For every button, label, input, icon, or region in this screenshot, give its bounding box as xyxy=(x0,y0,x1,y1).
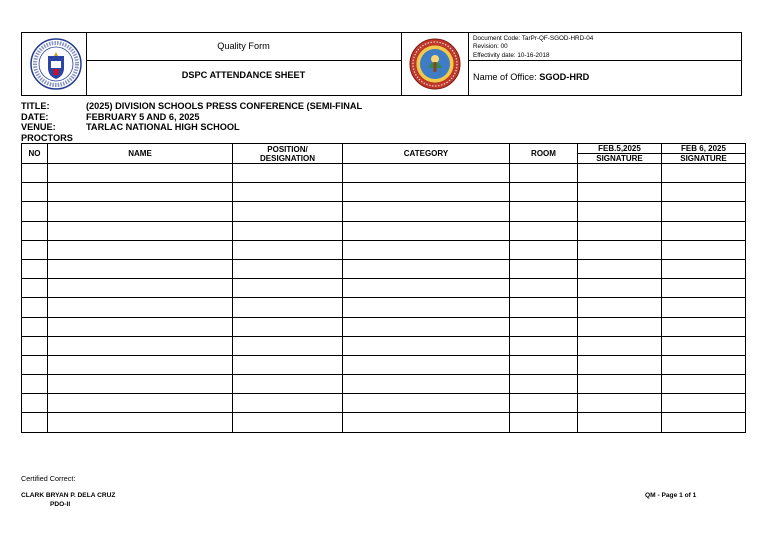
table-header-row xyxy=(22,144,746,164)
table-cell[interactable] xyxy=(662,355,746,374)
table-cell[interactable] xyxy=(48,375,233,394)
table-cell[interactable] xyxy=(343,183,510,202)
table-row xyxy=(22,355,746,374)
col-header-day2 xyxy=(662,144,746,164)
table-cell[interactable] xyxy=(510,394,578,413)
table-cell[interactable] xyxy=(662,317,746,336)
table-row xyxy=(22,375,746,394)
table-cell[interactable] xyxy=(578,164,662,183)
table-row xyxy=(22,298,746,317)
table-cell[interactable] xyxy=(22,279,48,298)
table-cell[interactable] xyxy=(48,279,233,298)
table-cell[interactable] xyxy=(662,183,746,202)
table-cell[interactable] xyxy=(233,355,343,374)
day2-date: FEB 6, 2025 xyxy=(662,144,745,154)
table-cell[interactable] xyxy=(662,279,746,298)
table-cell[interactable] xyxy=(22,202,48,221)
title-label: TITLE: xyxy=(21,101,50,111)
table-cell[interactable] xyxy=(233,221,343,240)
table-cell[interactable] xyxy=(343,317,510,336)
col-header-room: ROOM xyxy=(510,144,578,164)
table-cell[interactable] xyxy=(233,202,343,221)
table-cell[interactable] xyxy=(510,259,578,278)
table-cell[interactable] xyxy=(233,336,343,355)
table-cell[interactable] xyxy=(578,317,662,336)
table-cell[interactable] xyxy=(48,202,233,221)
table-cell[interactable] xyxy=(510,317,578,336)
table-cell[interactable] xyxy=(510,375,578,394)
header-divider xyxy=(468,60,741,61)
table-cell[interactable] xyxy=(343,221,510,240)
signatory-position: PDO-II xyxy=(50,501,71,508)
position-line2: DESIGNATION xyxy=(260,153,315,163)
table-cell[interactable] xyxy=(578,240,662,259)
table-cell[interactable] xyxy=(22,413,48,432)
table-cell[interactable] xyxy=(662,394,746,413)
table-cell[interactable] xyxy=(22,240,48,259)
table-cell[interactable] xyxy=(48,317,233,336)
certified-label: Certified Correct: xyxy=(21,474,76,483)
table-cell[interactable] xyxy=(662,259,746,278)
table-cell[interactable] xyxy=(662,240,746,259)
table-cell[interactable] xyxy=(578,394,662,413)
table-cell[interactable] xyxy=(578,375,662,394)
table-row xyxy=(22,259,746,278)
table-cell[interactable] xyxy=(510,355,578,374)
table-cell[interactable] xyxy=(510,164,578,183)
table-cell[interactable] xyxy=(233,164,343,183)
table-cell[interactable] xyxy=(343,240,510,259)
table-cell[interactable] xyxy=(510,202,578,221)
table-cell[interactable] xyxy=(22,394,48,413)
header-divider xyxy=(468,33,469,95)
table-row xyxy=(22,164,746,183)
table-cell[interactable] xyxy=(343,259,510,278)
table-cell[interactable] xyxy=(22,375,48,394)
table-cell[interactable] xyxy=(662,164,746,183)
document-meta xyxy=(473,35,593,60)
day1-date: FEB.5,2025 xyxy=(578,144,661,154)
table-cell[interactable] xyxy=(22,164,48,183)
table-cell[interactable] xyxy=(233,279,343,298)
col-header-category: CATEGORY xyxy=(343,144,510,164)
signatory-name: CLARK BRYAN P. DELA CRUZ xyxy=(21,492,116,499)
table-cell[interactable] xyxy=(48,336,233,355)
form-header xyxy=(21,32,742,96)
table-cell[interactable] xyxy=(578,413,662,432)
form-title: DSPC ATTENDANCE SHEET xyxy=(181,70,306,80)
venue-label: VENUE: xyxy=(21,122,56,132)
table-cell[interactable] xyxy=(510,221,578,240)
table-row xyxy=(22,279,746,298)
day2-signature-label: SIGNATURE xyxy=(680,154,727,163)
deped-seal-logo xyxy=(30,38,82,90)
table-cell[interactable] xyxy=(48,164,233,183)
table-cell[interactable] xyxy=(48,355,233,374)
table-cell[interactable] xyxy=(343,394,510,413)
date-label: DATE: xyxy=(21,111,49,122)
table-cell[interactable] xyxy=(662,336,746,355)
table-cell[interactable] xyxy=(578,259,662,278)
table-cell[interactable] xyxy=(662,413,746,432)
position-line1: POSITION/ xyxy=(267,144,308,154)
info-labels xyxy=(21,101,73,143)
table-cell[interactable] xyxy=(233,413,343,432)
table-cell[interactable] xyxy=(343,413,510,432)
table-row xyxy=(22,221,746,240)
table-cell[interactable] xyxy=(510,336,578,355)
table-cell[interactable] xyxy=(22,221,48,240)
document-code: Document Code: TarPr-QF-SGOD-HRD-04 xyxy=(473,35,594,42)
table-cell[interactable] xyxy=(48,259,233,278)
table-cell[interactable] xyxy=(343,336,510,355)
header-divider xyxy=(86,60,401,61)
table-cell[interactable] xyxy=(343,164,510,183)
table-cell[interactable] xyxy=(578,279,662,298)
form-type: Quality Form xyxy=(217,41,270,51)
table-cell[interactable] xyxy=(48,240,233,259)
table-cell[interactable] xyxy=(578,355,662,374)
table-cell[interactable] xyxy=(510,240,578,259)
table-cell[interactable] xyxy=(48,394,233,413)
table-cell[interactable] xyxy=(662,221,746,240)
effectivity-date: Effectivity date: 10-16-2018 xyxy=(473,51,550,59)
table-cell[interactable] xyxy=(233,183,343,202)
table-row xyxy=(22,183,746,202)
table-cell[interactable] xyxy=(233,298,343,317)
table-cell[interactable] xyxy=(233,394,343,413)
attendance-table xyxy=(21,143,746,433)
col-header-name: NAME xyxy=(48,144,233,164)
revision: Revision: 00 xyxy=(473,43,508,51)
division-seal-logo xyxy=(409,38,461,90)
table-cell[interactable] xyxy=(22,259,48,278)
table-cell[interactable] xyxy=(233,317,343,336)
table-cell[interactable] xyxy=(662,298,746,317)
table-cell[interactable] xyxy=(343,202,510,221)
table-row xyxy=(22,413,746,432)
table-row xyxy=(22,240,746,259)
venue-value: TARLAC NATIONAL HIGH SCHOOL xyxy=(86,122,240,132)
header-divider xyxy=(401,33,402,95)
table-cell[interactable] xyxy=(343,298,510,317)
table-cell[interactable] xyxy=(343,375,510,394)
page-info: QM - Page 1 of 1 xyxy=(645,492,697,499)
table-cell[interactable] xyxy=(233,375,343,394)
office-value: SGOD-HRD xyxy=(539,72,590,82)
table-cell[interactable] xyxy=(48,298,233,317)
day1-signature-label: SIGNATURE xyxy=(596,154,643,163)
table-cell[interactable] xyxy=(662,375,746,394)
col-header-day1 xyxy=(578,144,662,164)
table-cell[interactable] xyxy=(233,259,343,278)
table-cell[interactable] xyxy=(233,240,343,259)
table-cell[interactable] xyxy=(510,413,578,432)
table-cell[interactable] xyxy=(578,202,662,221)
office-label: Name of Office: xyxy=(473,72,537,82)
table-cell[interactable] xyxy=(510,183,578,202)
group-label: PROCTORS xyxy=(21,132,73,143)
table-row xyxy=(22,336,746,355)
table-cell[interactable] xyxy=(22,183,48,202)
table-cell[interactable] xyxy=(510,279,578,298)
table-cell[interactable] xyxy=(578,336,662,355)
date-value: FEBRUARY 5 AND 6, 2025 xyxy=(86,111,200,122)
info-values xyxy=(86,101,362,133)
table-cell[interactable] xyxy=(510,298,578,317)
table-cell[interactable] xyxy=(343,355,510,374)
table-cell[interactable] xyxy=(22,317,48,336)
table-cell[interactable] xyxy=(22,298,48,317)
col-header-position xyxy=(233,144,343,164)
table-cell[interactable] xyxy=(578,298,662,317)
office-name xyxy=(473,72,589,82)
table-cell[interactable] xyxy=(343,279,510,298)
table-row xyxy=(22,202,746,221)
table-cell[interactable] xyxy=(48,221,233,240)
table-cell[interactable] xyxy=(22,336,48,355)
table-row xyxy=(22,317,746,336)
table-cell[interactable] xyxy=(22,355,48,374)
table-row xyxy=(22,394,746,413)
table-cell[interactable] xyxy=(662,202,746,221)
table-cell[interactable] xyxy=(578,221,662,240)
table-cell[interactable] xyxy=(48,183,233,202)
table-cell[interactable] xyxy=(48,413,233,432)
title-value: (2025) DIVISION SCHOOLS PRESS CONFERENCE (SEMI-FINAL xyxy=(86,101,363,111)
table-cell[interactable] xyxy=(578,183,662,202)
col-header-no: NO xyxy=(22,144,48,164)
table-body xyxy=(22,164,746,433)
